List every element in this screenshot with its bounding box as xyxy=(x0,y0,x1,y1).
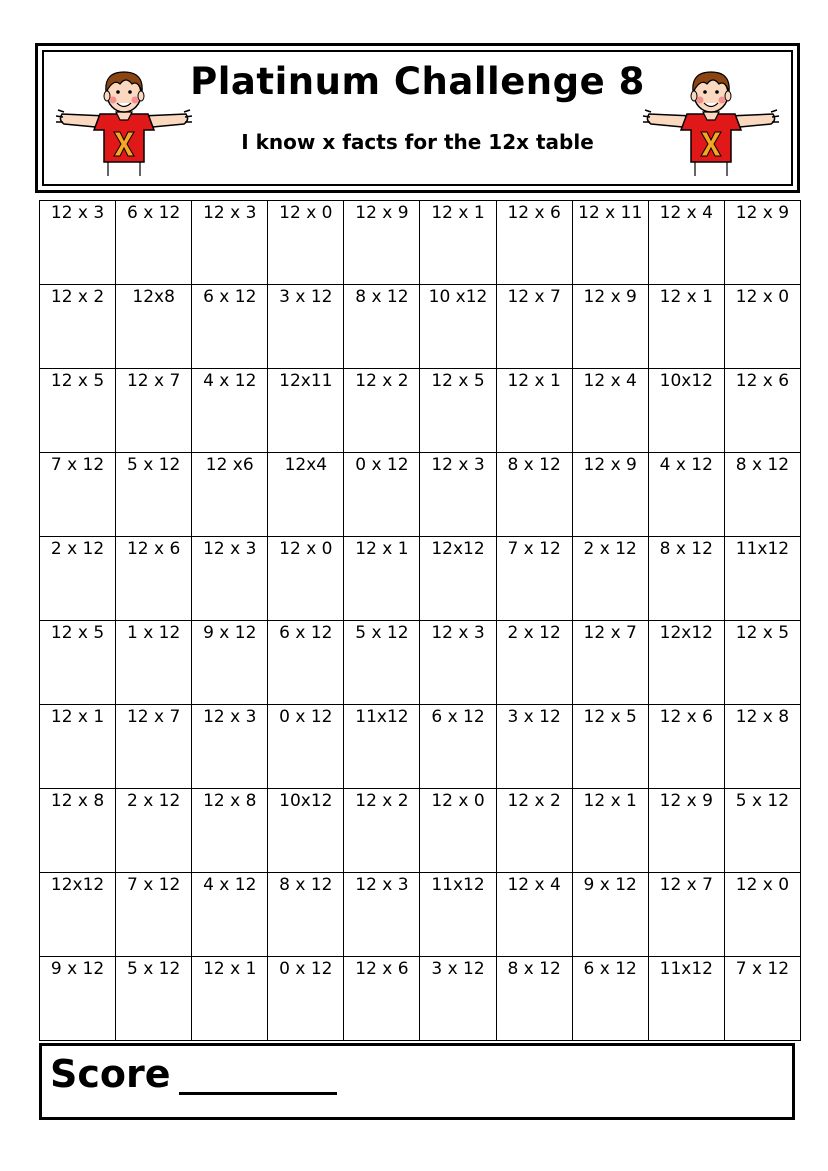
fact-cell[interactable]: 12 x 6 xyxy=(724,369,800,453)
fact-cell[interactable]: 12x12 xyxy=(648,621,724,705)
fact-cell[interactable]: 12x12 xyxy=(420,537,496,621)
fact-cell[interactable]: 12 x 0 xyxy=(724,873,800,957)
fact-cell[interactable]: 12 x 0 xyxy=(268,537,344,621)
fact-cell[interactable]: 12 x 5 xyxy=(40,621,116,705)
fact-cell[interactable]: 12 x 3 xyxy=(40,201,116,285)
fact-cell[interactable]: 7 x 12 xyxy=(116,873,192,957)
fact-cell[interactable]: 7 x 12 xyxy=(496,537,572,621)
fact-cell[interactable]: 2 x 12 xyxy=(40,537,116,621)
mascot-right-icon xyxy=(641,64,781,179)
fact-cell[interactable]: 8 x 12 xyxy=(496,957,572,1041)
grid-row xyxy=(40,201,801,285)
fact-cell[interactable]: 12 x 0 xyxy=(420,789,496,873)
fact-cell[interactable]: 12 x 2 xyxy=(40,285,116,369)
fact-cell[interactable]: 12 x 9 xyxy=(572,285,648,369)
fact-cell[interactable]: 12 x 6 xyxy=(648,705,724,789)
fact-cell[interactable]: 12 x 3 xyxy=(192,201,268,285)
fact-cell[interactable]: 12 x6 xyxy=(192,453,268,537)
fact-cell[interactable]: 0 x 12 xyxy=(344,453,420,537)
fact-cell[interactable]: 8 x 12 xyxy=(724,453,800,537)
header-box xyxy=(35,43,800,193)
grid-row xyxy=(40,369,801,453)
fact-cell[interactable]: 12 x 8 xyxy=(724,705,800,789)
fact-cell[interactable]: 12 x 2 xyxy=(496,789,572,873)
fact-cell[interactable]: 2 x 12 xyxy=(496,621,572,705)
fact-cell[interactable]: 0 x 12 xyxy=(268,957,344,1041)
fact-cell[interactable]: 12 x 0 xyxy=(268,201,344,285)
fact-cell[interactable]: 12x4 xyxy=(268,453,344,537)
score-box xyxy=(39,1043,795,1120)
fact-cell[interactable]: 11x12 xyxy=(420,873,496,957)
fact-cell[interactable]: 12 x 9 xyxy=(724,201,800,285)
fact-cell[interactable]: 10x12 xyxy=(648,369,724,453)
fact-cell[interactable]: 8 x 12 xyxy=(344,285,420,369)
fact-cell[interactable]: 6 x 12 xyxy=(420,705,496,789)
grid-row xyxy=(40,453,801,537)
fact-cell[interactable]: 12 x 6 xyxy=(496,201,572,285)
fact-cell[interactable]: 12 x 5 xyxy=(724,621,800,705)
fact-cell[interactable]: 3 x 12 xyxy=(420,957,496,1041)
fact-cell[interactable]: 12 x 3 xyxy=(344,873,420,957)
grid-row xyxy=(40,957,801,1041)
fact-cell[interactable]: 12 x 6 xyxy=(116,537,192,621)
fact-cell[interactable]: 11x12 xyxy=(724,537,800,621)
fact-cell[interactable]: 4 x 12 xyxy=(192,873,268,957)
fact-cell[interactable]: 12 x 5 xyxy=(572,705,648,789)
fact-cell[interactable]: 12 x 1 xyxy=(192,957,268,1041)
fact-cell[interactable]: 12 x 7 xyxy=(116,369,192,453)
fact-cell[interactable]: 12 x 3 xyxy=(192,537,268,621)
grid-row xyxy=(40,789,801,873)
grid-row xyxy=(40,873,801,957)
fact-cell[interactable]: 8 x 12 xyxy=(268,873,344,957)
fact-cell[interactable]: 6 x 12 xyxy=(116,201,192,285)
fact-cell[interactable]: 12 x 4 xyxy=(648,201,724,285)
fact-cell[interactable]: 12 x 3 xyxy=(420,621,496,705)
grid-row xyxy=(40,621,801,705)
facts-grid-body xyxy=(40,201,801,1041)
grid-row xyxy=(40,285,801,369)
fact-cell[interactable]: 3 x 12 xyxy=(268,285,344,369)
fact-cell[interactable]: 12 x 5 xyxy=(420,369,496,453)
fact-cell[interactable]: 2 x 12 xyxy=(572,537,648,621)
fact-cell[interactable]: 6 x 12 xyxy=(572,957,648,1041)
fact-cell[interactable]: 12 x 1 xyxy=(496,369,572,453)
fact-cell[interactable]: 11x12 xyxy=(648,957,724,1041)
fact-cell[interactable]: 5 x 12 xyxy=(724,789,800,873)
fact-cell[interactable]: 5 x 12 xyxy=(344,621,420,705)
fact-cell[interactable]: 12 x 8 xyxy=(192,789,268,873)
grid-row xyxy=(40,537,801,621)
fact-cell[interactable]: 6 x 12 xyxy=(192,285,268,369)
fact-cell[interactable]: 12 x 5 xyxy=(40,369,116,453)
grid-row xyxy=(40,705,801,789)
fact-cell[interactable]: 9 x 12 xyxy=(192,621,268,705)
fact-cell[interactable]: 7 x 12 xyxy=(724,957,800,1041)
page-subtitle: I know x facts for the 12x table xyxy=(241,130,594,154)
fact-cell[interactable]: 12 x 7 xyxy=(648,873,724,957)
fact-cell[interactable]: 12 x 7 xyxy=(572,621,648,705)
fact-cell[interactable]: 5 x 12 xyxy=(116,957,192,1041)
fact-cell[interactable]: 4 x 12 xyxy=(648,453,724,537)
fact-cell[interactable]: 3 x 12 xyxy=(496,705,572,789)
fact-cell[interactable]: 10x12 xyxy=(268,789,344,873)
fact-cell[interactable]: 12x11 xyxy=(268,369,344,453)
fact-cell[interactable]: 1 x 12 xyxy=(116,621,192,705)
header-inner-border xyxy=(42,50,793,186)
score-label: Score xyxy=(50,1052,171,1096)
fact-cell[interactable]: 12 x 1 xyxy=(40,705,116,789)
fact-cell[interactable]: 6 x 12 xyxy=(268,621,344,705)
fact-cell[interactable]: 12 x 0 xyxy=(724,285,800,369)
fact-cell[interactable]: 10 x12 xyxy=(420,285,496,369)
fact-cell[interactable]: 12 x 1 xyxy=(344,537,420,621)
fact-cell[interactable]: 12x8 xyxy=(116,285,192,369)
fact-cell[interactable]: 9 x 12 xyxy=(40,957,116,1041)
fact-cell[interactable]: 12 x 4 xyxy=(572,369,648,453)
fact-cell[interactable]: 0 x 12 xyxy=(268,705,344,789)
fact-cell[interactable]: 4 x 12 xyxy=(192,369,268,453)
facts-grid xyxy=(39,200,801,1041)
fact-cell[interactable]: 12 x 3 xyxy=(192,705,268,789)
fact-cell[interactable]: 2 x 12 xyxy=(116,789,192,873)
fact-cell[interactable]: 12 x 1 xyxy=(420,201,496,285)
fact-cell[interactable]: 12 x 2 xyxy=(344,369,420,453)
fact-cell[interactable]: 12 x 9 xyxy=(648,789,724,873)
page-title: Platinum Challenge 8 xyxy=(190,60,645,103)
fact-cell[interactable]: 12 x 1 xyxy=(648,285,724,369)
fact-cell[interactable]: 12 x 9 xyxy=(572,453,648,537)
fact-cell[interactable]: 11x12 xyxy=(344,705,420,789)
fact-cell[interactable]: 12 x 4 xyxy=(496,873,572,957)
fact-cell[interactable]: 8 x 12 xyxy=(496,453,572,537)
fact-cell[interactable]: 9 x 12 xyxy=(572,873,648,957)
score-answer-line[interactable] xyxy=(179,1092,337,1095)
fact-cell[interactable]: 12 x 3 xyxy=(420,453,496,537)
fact-cell[interactable]: 7 x 12 xyxy=(40,453,116,537)
fact-cell[interactable]: 12 x 11 xyxy=(572,201,648,285)
fact-cell[interactable]: 12 x 7 xyxy=(496,285,572,369)
fact-cell[interactable]: 12 x 6 xyxy=(344,957,420,1041)
fact-cell[interactable]: 12 x 8 xyxy=(40,789,116,873)
fact-cell[interactable]: 8 x 12 xyxy=(648,537,724,621)
fact-cell[interactable]: 12 x 1 xyxy=(572,789,648,873)
fact-cell[interactable]: 12x12 xyxy=(40,873,116,957)
fact-cell[interactable]: 12 x 2 xyxy=(344,789,420,873)
fact-cell[interactable]: 12 x 7 xyxy=(116,705,192,789)
fact-cell[interactable]: 5 x 12 xyxy=(116,453,192,537)
fact-cell[interactable]: 12 x 9 xyxy=(344,201,420,285)
